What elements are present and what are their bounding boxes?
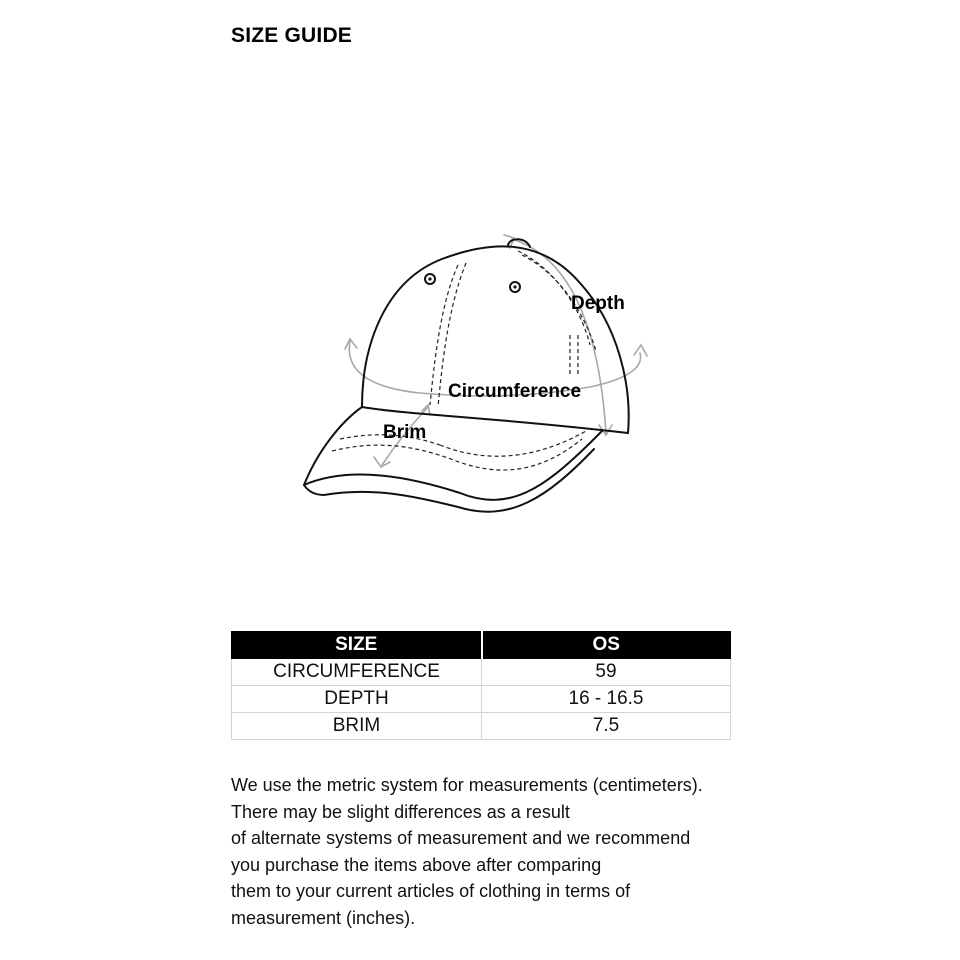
depth-label: Depth	[571, 293, 625, 314]
baseball-cap-outline-icon	[290, 225, 670, 535]
table-row	[232, 713, 731, 740]
row-value: 7.5	[482, 713, 731, 740]
note-line: you purchase the items above after comparing	[231, 854, 602, 875]
note-line: measurement (inches).	[231, 907, 416, 928]
cap-diagram	[290, 225, 670, 535]
cap-stitching	[332, 251, 596, 470]
table-header-row	[232, 632, 731, 659]
brim-label: Brim	[383, 422, 427, 443]
note-line: them to your current articles of clothing in terms of	[231, 881, 631, 901]
size-column-header: SIZE	[232, 632, 482, 659]
page-title: SIZE GUIDE	[231, 24, 353, 47]
row-label: CIRCUMFERENCE	[232, 659, 482, 686]
note-line: of alternate systems of measurement and we recommend	[231, 828, 691, 848]
row-label: BRIM	[232, 713, 482, 740]
row-value: 59	[482, 659, 731, 686]
depth-arrow	[512, 239, 606, 433]
circumference-arrow-left-head	[345, 339, 357, 349]
os-column-header: OS	[482, 632, 731, 659]
note-line: We use the metric system for measurements (centimeters).	[231, 775, 703, 795]
row-value: 16 - 16.5	[482, 686, 731, 713]
measurement-note	[231, 772, 751, 931]
table-row	[232, 659, 731, 686]
note-line: There may be slight differences as a result	[231, 801, 570, 822]
cap-outline	[304, 239, 629, 511]
size-table	[231, 631, 731, 740]
table-row	[232, 686, 731, 713]
circumference-label: Circumference	[448, 381, 582, 402]
eyelet-centers	[428, 277, 516, 288]
row-label: DEPTH	[232, 686, 482, 713]
